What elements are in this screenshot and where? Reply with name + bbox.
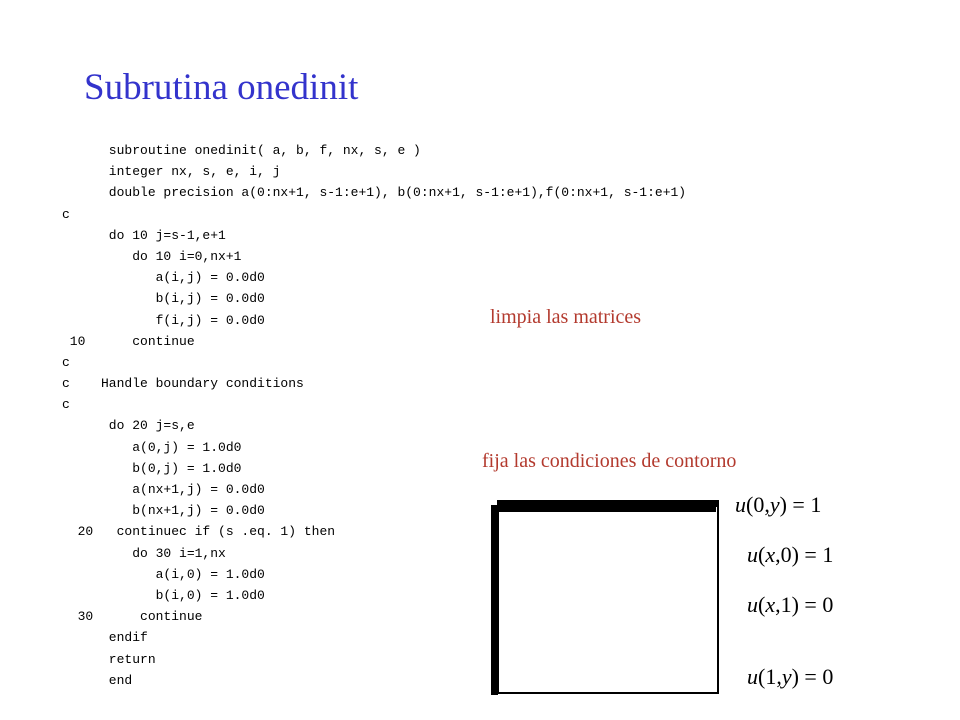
code-line: c Handle boundary conditions [62, 376, 304, 392]
domain-square [497, 500, 719, 694]
code-line: double precision a(0:nx+1, s-1:e+1), b(0:nx+1, s-1:e+1),f(0:nx+1, s-1:e+1) [62, 185, 687, 201]
code-line: f(i,j) = 0.0d0 [62, 312, 265, 328]
code-line: c [62, 397, 70, 413]
boundary-equation: u(x,0) = 1 [747, 542, 834, 567]
boundary-equation: u(x,1) = 0 [747, 592, 834, 617]
code-line: integer nx, s, e, i, j [62, 164, 281, 180]
code-line: endif [62, 630, 148, 646]
code-line: 20 continuec if (s .eq. 1) then [62, 524, 336, 540]
slide-title: Subrutina onedinit [84, 67, 359, 108]
code-line: a(i,j) = 0.0d0 [62, 270, 265, 286]
code-line: return [62, 651, 156, 667]
code-line: b(i,0) = 1.0d0 [62, 587, 265, 603]
code-line: c [62, 206, 70, 222]
code-line: b(nx+1,j) = 0.0d0 [62, 503, 265, 519]
code-line: a(0,j) = 1.0d0 [62, 439, 242, 455]
annotation-clear-matrices: limpia las matrices [490, 306, 642, 328]
code-line: subroutine onedinit( a, b, f, nx, s, e ) [62, 143, 421, 158]
boundary-equation: u(1,y) = 0 [747, 664, 834, 689]
annotation-boundary-conditions: fija las condiciones de contorno [482, 450, 737, 472]
code-line: b(i,j) = 0.0d0 [62, 291, 265, 307]
code-line: end [62, 672, 133, 688]
code-line: b(0,j) = 1.0d0 [62, 460, 242, 476]
code-line: do 10 i=0,nx+1 [62, 248, 242, 264]
boundary-equation: u(0,y) = 1 [735, 492, 822, 517]
code-line: do 30 i=1,nx [62, 545, 226, 561]
code-line: a(nx+1,j) = 0.0d0 [62, 482, 265, 497]
code-line: do 20 j=s,e [62, 418, 195, 434]
code-line: do 10 j=s-1,e+1 [62, 227, 226, 243]
code-line: 30 continue [62, 609, 203, 625]
code-line: 10 continue [62, 333, 195, 349]
code-line: a(i,0) = 1.0d0 [62, 566, 265, 582]
code-line: c [62, 354, 70, 370]
